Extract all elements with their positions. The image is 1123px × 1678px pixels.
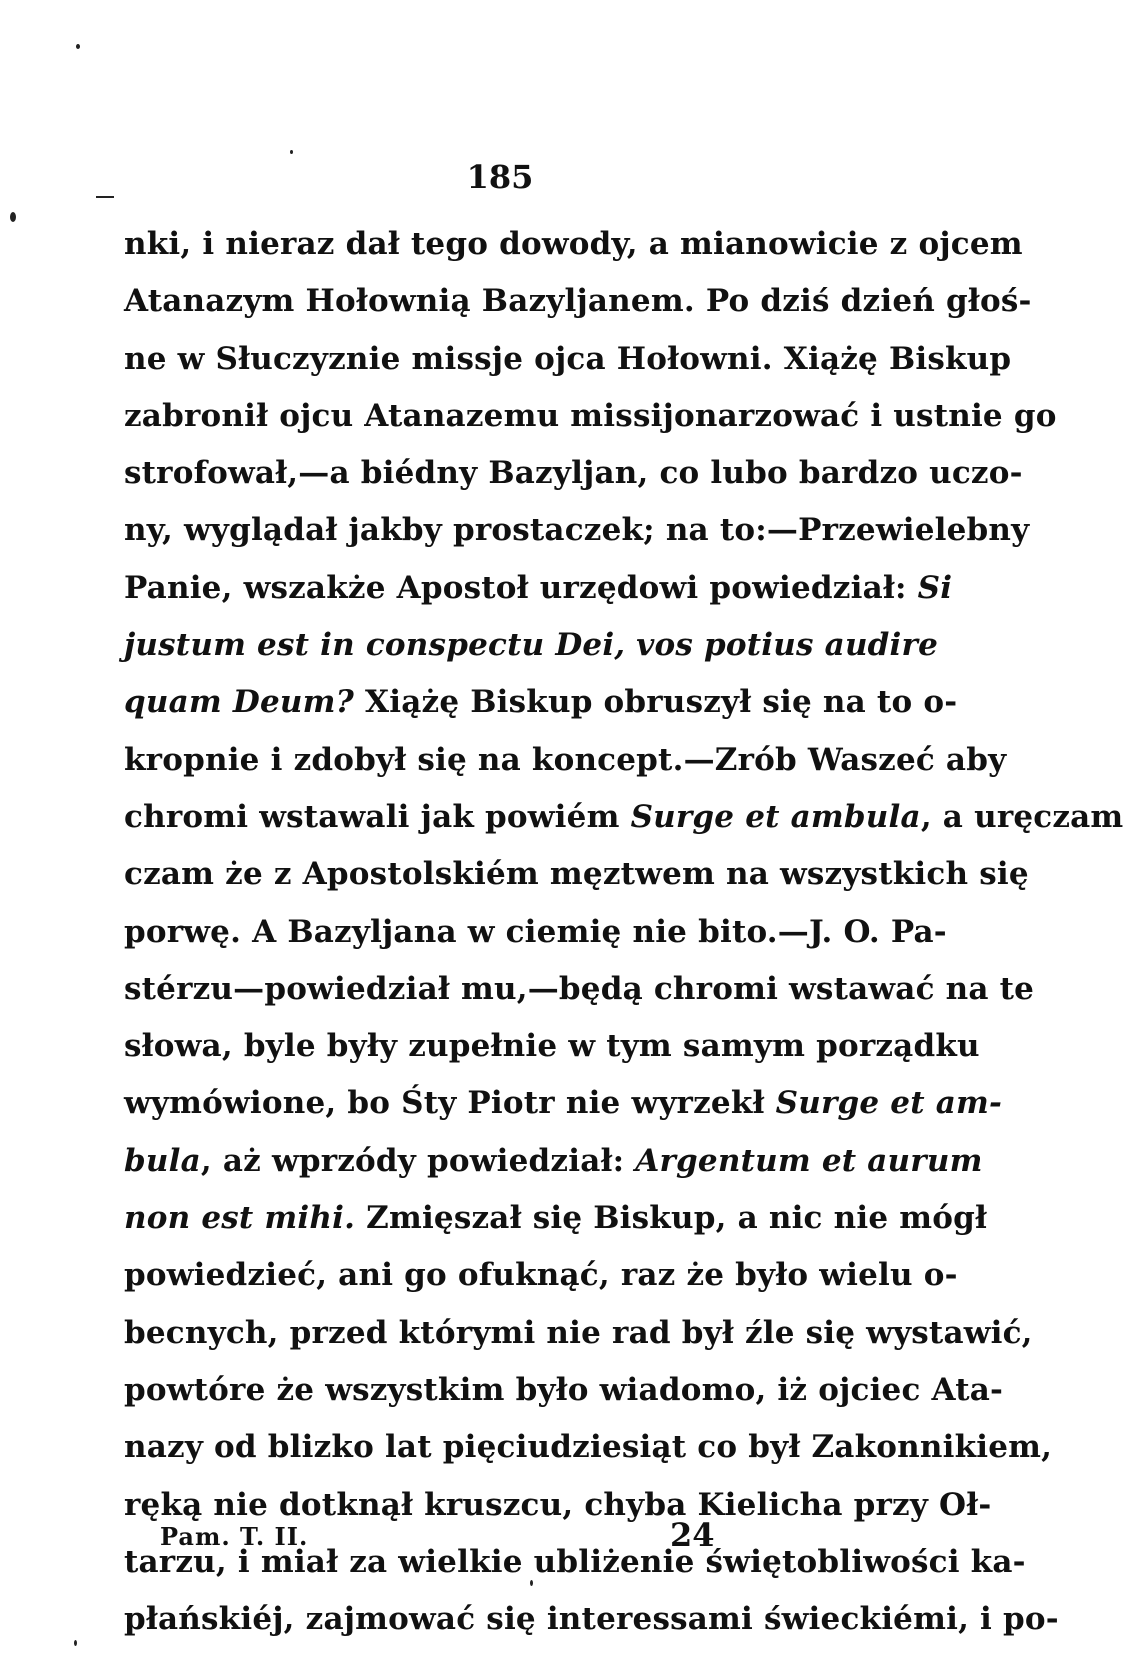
text-run: kropnie i zdobył się na koncept.—Zrób Waszeć aby [124, 741, 1007, 778]
text-run: słowa, byle były zupełnie w tym samym porządku [124, 1028, 980, 1065]
text-run: ne w Słuczyznie missje ojca Hołowni. Xiążę Biskup [124, 340, 1012, 377]
italic-text: Surge et am- [775, 1085, 1003, 1122]
text-run: nki, i nieraz dał tego dowody, a mianowicie z ojcem [124, 226, 1023, 262]
scan-speck [290, 150, 293, 154]
italic-text: quam Deum? [124, 684, 355, 721]
text-line [124, 1247, 958, 1304]
text-run: nazy od blizko lat pięciudziesiąt co był Zakonnikiem, [124, 1429, 1053, 1466]
scan-speck [530, 1580, 533, 1586]
text-run: ręką nie dotknął kruszcu, chyba Kielicha przy Oł- [124, 1486, 992, 1523]
italic-text: Argentum et aurum [635, 1142, 983, 1179]
italic-text: Si [917, 569, 953, 606]
text-line [124, 560, 953, 617]
scan-speck [10, 212, 16, 222]
text-run: becnych, przed którymi nie rad był źle się wystawić, [124, 1314, 1033, 1351]
text-line [124, 1305, 1033, 1362]
text-line [124, 502, 1030, 559]
text-line [124, 1362, 1004, 1419]
text-line [124, 1018, 980, 1075]
text-run: powiedzieć, ani go ofuknąć, raz że było wielu o- [124, 1257, 958, 1294]
text-run: ny, wyglądał jakby prostaczek; na to:—Przewielebny [124, 512, 1030, 549]
text-line [124, 216, 1023, 273]
text-line [124, 789, 1123, 846]
text-run: Panie, wszakże Apostoł urzędowi powiedział: [124, 569, 918, 606]
text-line [124, 1591, 1059, 1648]
text-line [124, 388, 1057, 445]
text-run: płańskiéj, zajmować się interessami świeckiémi, i po- [124, 1601, 1059, 1638]
text-line [124, 273, 1032, 330]
body-text [124, 216, 1123, 1648]
scan-mark [96, 196, 114, 198]
text-run: , aż wprzódy powiedział: [200, 1142, 636, 1179]
text-line [124, 846, 1029, 903]
text-line [124, 674, 958, 731]
footer-signature: Pam. T. II. [160, 1522, 309, 1551]
scan-speck [74, 1640, 77, 1646]
text-run: porwę. A Bazyljana w ciemię nie bito.—J. O. Pa- [124, 913, 947, 950]
text-line [124, 617, 938, 674]
text-line [124, 331, 1012, 388]
text-line [124, 1190, 988, 1247]
scan-speck [76, 44, 80, 49]
text-run: powtóre że wszystkim było wiadomo, iż ojciec Ata- [124, 1371, 1004, 1408]
italic-text: non est mihi. [124, 1200, 356, 1237]
text-run: czam że z Apostolskiém męztwem na wszystkich się [124, 856, 1029, 893]
page-footer [160, 1516, 720, 1562]
text-run: Xiążę Biskup obruszył się na to o- [354, 684, 958, 721]
gathering-number: 24 [670, 1516, 715, 1554]
text-run: Atanazym Hołownią Bazyljanem. Po dziś dzień głoś- [124, 283, 1032, 320]
text-line [124, 445, 1023, 502]
italic-text: Surge et ambula [630, 798, 921, 835]
italic-text: justum est in conspectu Dei, vos potius audire [124, 627, 938, 664]
text-line [124, 1419, 1053, 1476]
text-run: strofował,—a biédny Bazyljan, co lubo bardzo uczo- [124, 455, 1023, 492]
text-run: tarzu, i miał za wielkie ubliżenie świętobliwości ka- [124, 1543, 1026, 1580]
text-run: zabronił ojcu Atanazemu missijonarzować i ustnie go [124, 397, 1057, 434]
text-run: , a uręczam [920, 798, 1123, 835]
text-line [124, 904, 947, 961]
text-line [124, 732, 1007, 789]
text-run: Zmięszał się Biskup, a nic nie mógł [355, 1200, 988, 1237]
text-line [124, 961, 1035, 1018]
page-number: 185 [466, 158, 534, 196]
text-run: stérzu—powiedział mu,—będą chromi wstawać na te [124, 970, 1035, 1007]
text-run: chromi wstawali jak powiém [124, 798, 631, 835]
text-line [124, 1133, 983, 1190]
text-run: wymówione, bo Śty Piotr nie wyrzekł [124, 1085, 776, 1122]
italic-text: bula [124, 1142, 201, 1179]
text-line [124, 1075, 1003, 1132]
